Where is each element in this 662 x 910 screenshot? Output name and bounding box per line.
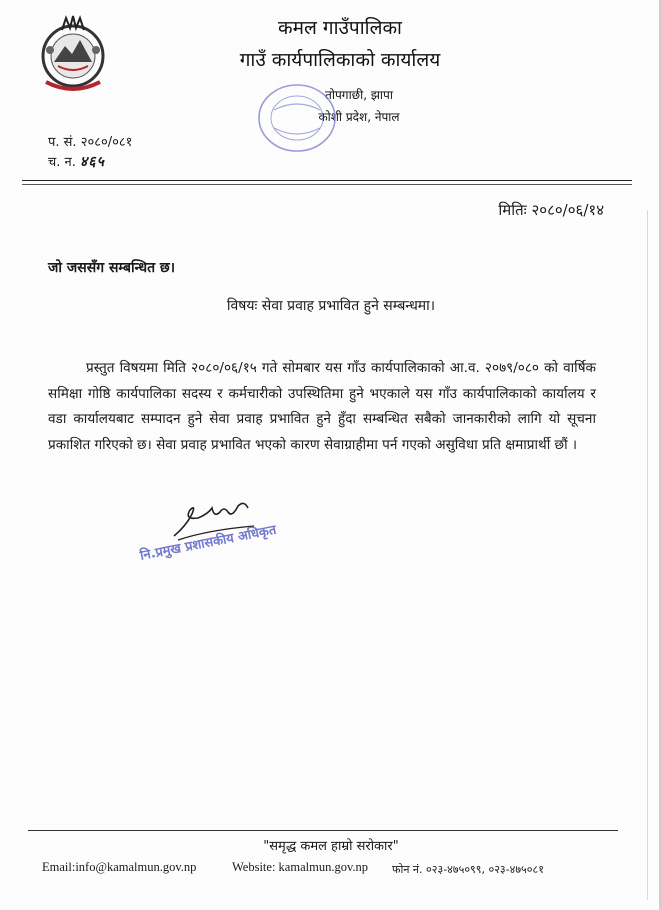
ref-ps-label: प. सं.	[48, 135, 77, 150]
letter-body	[48, 356, 596, 458]
ref-ps-value: २०८०/०८१	[80, 135, 133, 150]
subject-line: विषयः सेवा प्रवाह प्रभावित हुने सम्बन्धमा।	[226, 298, 436, 314]
footer-email: Email:info@kamalmun.gov.np	[42, 860, 197, 874]
municipality-name: कमल गाउँपालिका	[278, 17, 402, 39]
header-divider-thin	[22, 184, 632, 185]
date-label: मितिः	[498, 201, 527, 219]
letter-body-text: प्रस्तुत विषयमा मिति २०८०/०६/१५ गते सोमबार यस गाँउ कार्यपालिकाको आ.व. २०७९/०८० को वार्षिक समिक्षा गोष्ठि कार्यपालिका सदस्य र कर्मचारीको उपस्थितिमा हुने भएकाले यस गाँउ कार्यपालिकाको कार्यालय र वडा कार्यालयबाट सम्पादन हुने सेवा प्रवाह प्रभावित हुने हुँदा सम्बन्धित सबैको जानकारीको लागि यो सूचना प्रकाशित गरिएको छ। सेवा प्रवाह प्रभावित भएको कारण सेवाग्राहीमा पर्न गएको असुविधा प्रति क्षमाप्रार्थी छौं ।	[48, 360, 596, 453]
reference-number	[48, 132, 132, 150]
recipient-line: जो जससँग सम्बन्धित छ।	[48, 260, 176, 276]
dispatch-number	[48, 152, 105, 171]
footer-phone: फोन नं. ०२३-४७५०९९, ०२३-४७५०८१	[392, 863, 544, 876]
scan-edge-line	[647, 210, 648, 900]
signatory-stamp: नि.प्रमुख प्रशासकीय अधिकृत	[138, 522, 278, 564]
ref-cn-value: ४६५	[80, 154, 105, 170]
footer-divider	[28, 830, 618, 831]
office-location: तोपगाछी, झापा	[325, 88, 393, 102]
footer-slogan: "समृद्ध कमल हाम्रो सरोकार"	[263, 839, 399, 854]
office-name: गाउँ कार्यपालिकाको कार्यालय	[239, 49, 441, 71]
footer-website: Website: kamalmun.gov.np	[232, 860, 369, 874]
letter-date	[498, 200, 604, 220]
office-seal-stamp-icon	[254, 80, 340, 156]
date-value: २०८०/०६/१४	[531, 201, 604, 219]
ref-cn-label: च. न.	[48, 155, 76, 170]
header-divider	[22, 180, 632, 181]
office-province: कोशी प्रदेश, नेपाल	[318, 110, 400, 124]
